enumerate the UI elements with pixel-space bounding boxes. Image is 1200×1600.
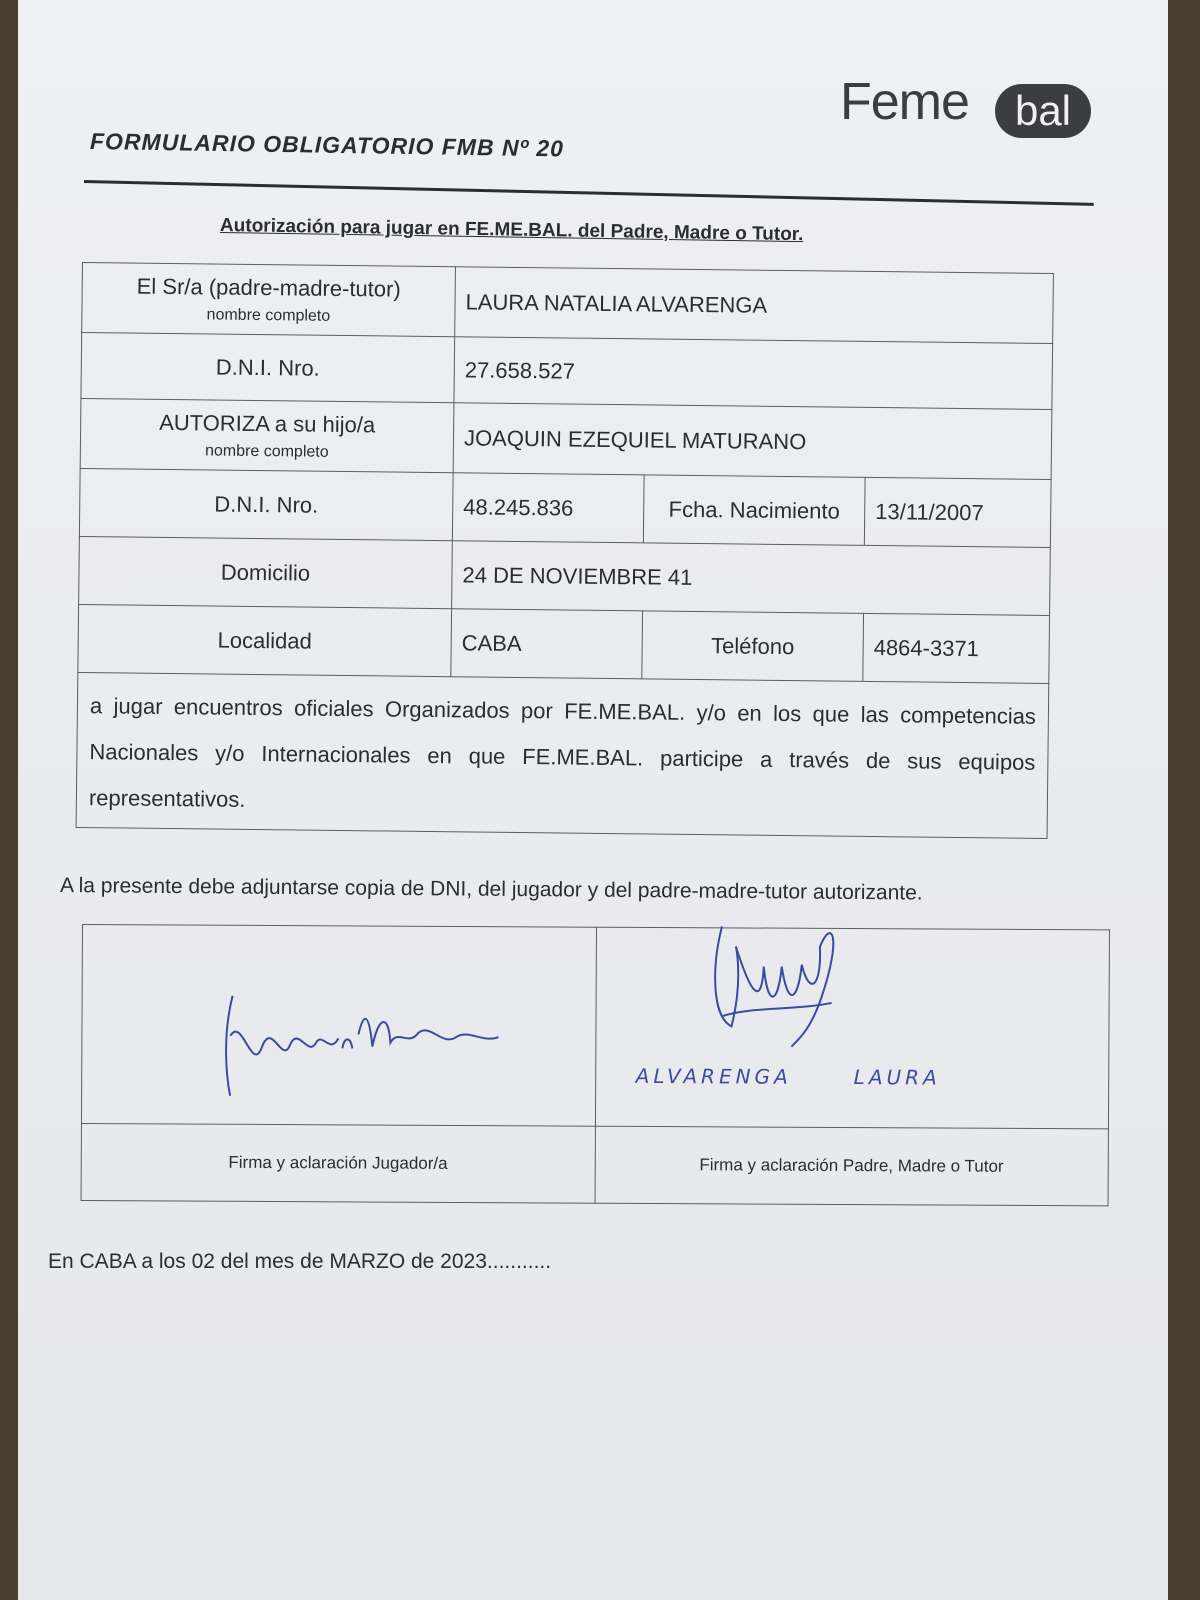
tutor-handwritten-surname: ALVARENGA — [635, 1063, 792, 1089]
title-divider — [84, 180, 1094, 206]
city-label: Localidad — [78, 604, 452, 676]
form-page — [18, 0, 1168, 1600]
address-label: Domicilio — [79, 536, 453, 608]
table-row — [79, 536, 1051, 615]
authorization-table — [76, 262, 1054, 839]
authorization-paragraph: a jugar encuentros oficiales Organizados por FE.ME.BAL. y/o en los que las competencias Nacionales y/o Internacionales en que FE.ME.BAL. participe a través de sus equipos representativos. — [76, 672, 1049, 838]
tutor-signature — [691, 906, 862, 1057]
tutor-dni-field[interactable]: 27.658.527 — [454, 337, 1053, 410]
tutor-label-cell — [82, 263, 456, 337]
child-label: AUTORIZA a su hijo/a — [159, 409, 376, 437]
table-row — [78, 604, 1050, 683]
phone-field[interactable]: 4864-3371 — [863, 613, 1050, 683]
tutor-name-field[interactable]: LAURA NATALIA ALVARENGA — [455, 267, 1054, 344]
child-name-field[interactable]: JOAQUIN EZEQUIEL MATURANO — [453, 403, 1052, 480]
child-label-cell — [80, 398, 454, 472]
player-signature-caption: Firma y aclaración Jugador/a — [81, 1123, 595, 1203]
form-subtitle: Autorización para jugar en FE.ME.BAL. del Padre, Madre o Tutor. — [219, 215, 804, 246]
city-field[interactable]: CABA — [451, 609, 643, 679]
table-row — [81, 333, 1053, 410]
tutor-sub-label: nombre completo — [206, 305, 331, 325]
birth-date-field[interactable]: 13/11/2007 — [864, 477, 1051, 547]
place-and-date: En CABA a los 02 del mes de MARZO de 2023........... — [48, 1250, 552, 1273]
table-row — [76, 672, 1049, 838]
signature-table — [81, 924, 1110, 1206]
player-signature — [212, 976, 513, 1108]
child-dni-field[interactable]: 48.245.836 — [452, 473, 644, 543]
tutor-handwritten-name: LAURA — [853, 1065, 941, 1090]
child-sub-label: nombre completo — [204, 441, 329, 461]
logo-pill: bal — [995, 84, 1091, 138]
birth-date-label: Fcha. Nacimiento — [643, 475, 865, 546]
table-row — [81, 925, 1109, 1129]
tutor-signature-box[interactable] — [595, 927, 1110, 1129]
table-row — [80, 398, 1052, 479]
table-row — [81, 1123, 1108, 1205]
phone-label: Teléfono — [642, 611, 864, 682]
table-row — [82, 263, 1054, 344]
attachment-note: A la presente debe adjuntarse copia de DNI, del jugador y del padre-madre-tutor autorizante. — [59, 874, 923, 905]
tutor-dni-label: D.N.I. Nro. — [81, 333, 455, 403]
femebal-logo — [840, 72, 1100, 142]
tutor-label: El Sr/a (padre-madre-tutor) — [136, 273, 401, 302]
player-signature-box[interactable] — [81, 925, 596, 1127]
form-title: FORMULARIO OBLIGATORIO FMB Nº 20 — [89, 128, 565, 162]
table-row — [79, 468, 1051, 547]
tutor-signature-caption: Firma y aclaración Padre, Madre o Tutor — [595, 1126, 1109, 1206]
address-field[interactable]: 24 DE NOVIEMBRE 41 — [452, 541, 1051, 616]
logo-text: Feme — [840, 73, 969, 131]
child-dni-label: D.N.I. Nro. — [79, 468, 453, 540]
